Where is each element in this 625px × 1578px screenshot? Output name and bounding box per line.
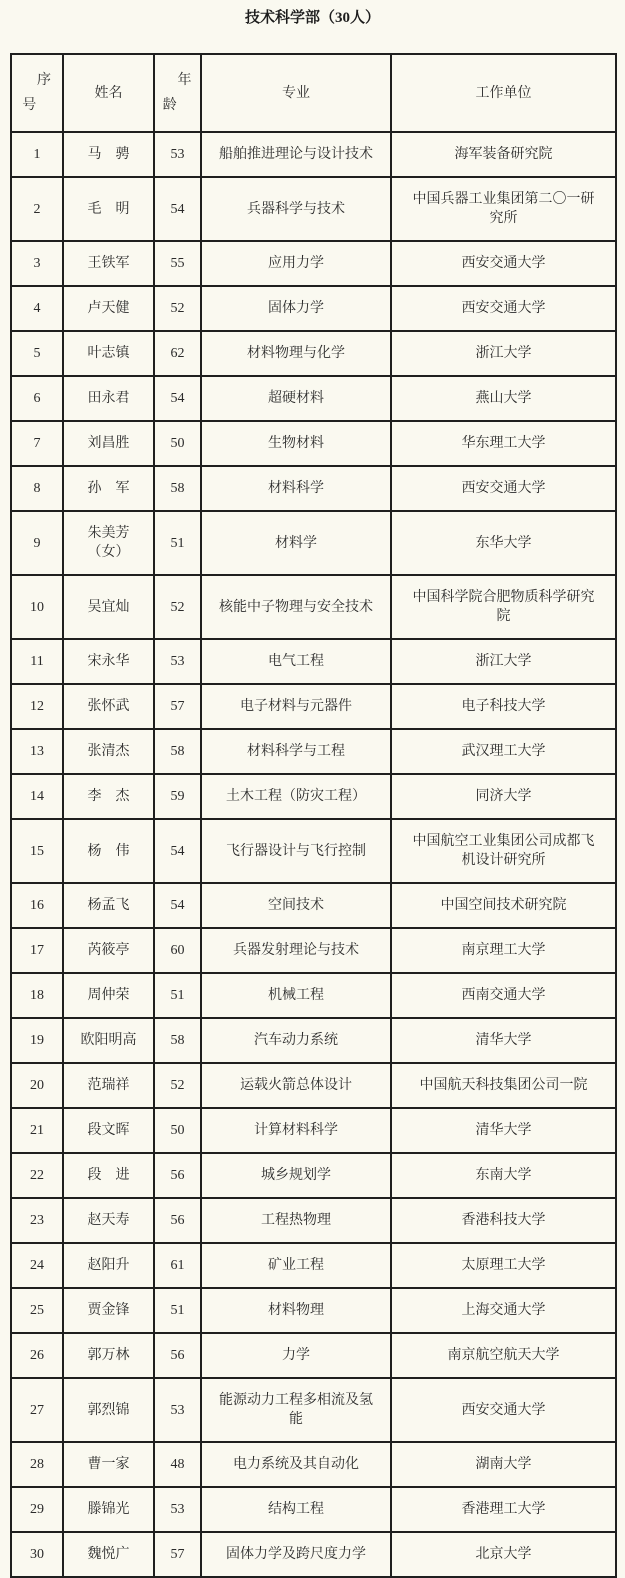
cell-no: 18 xyxy=(11,973,63,1018)
cell-org: 中国科学院合肥物质科学研究院 xyxy=(391,575,616,639)
cell-name: 曹一家 xyxy=(63,1442,154,1487)
cell-no: 1 xyxy=(11,132,63,177)
cell-org: 海军装备研究院 xyxy=(391,132,616,177)
cell-major: 土木工程（防灾工程） xyxy=(201,774,391,819)
table-row xyxy=(11,1018,616,1063)
cell-org: 西安交通大学 xyxy=(391,241,616,286)
cell-no: 5 xyxy=(11,331,63,376)
cell-major: 飞行器设计与飞行控制 xyxy=(201,819,391,883)
cell-org: 南京航空航天大学 xyxy=(391,1333,616,1378)
table-row xyxy=(11,1153,616,1198)
cell-no: 21 xyxy=(11,1108,63,1153)
cell-org: 浙江大学 xyxy=(391,331,616,376)
cell-major: 计算材料科学 xyxy=(201,1108,391,1153)
cell-major: 力学 xyxy=(201,1333,391,1378)
cell-age: 50 xyxy=(154,421,201,466)
table-row xyxy=(11,1288,616,1333)
cell-name: 郭万林 xyxy=(63,1333,154,1378)
cell-no: 4 xyxy=(11,286,63,331)
cell-major: 兵器科学与技术 xyxy=(201,177,391,241)
cell-name: 宋永华 xyxy=(63,639,154,684)
table-row xyxy=(11,177,616,241)
table-row xyxy=(11,1063,616,1108)
cell-major: 电气工程 xyxy=(201,639,391,684)
cell-org: 太原理工大学 xyxy=(391,1243,616,1288)
cell-major: 生物材料 xyxy=(201,421,391,466)
cell-org: 同济大学 xyxy=(391,774,616,819)
cell-age: 54 xyxy=(154,883,201,928)
cell-name: 段 进 xyxy=(63,1153,154,1198)
cell-name: 赵阳升 xyxy=(63,1243,154,1288)
table-row xyxy=(11,684,616,729)
header-row xyxy=(11,54,616,132)
cell-org: 西安交通大学 xyxy=(391,286,616,331)
header-age-label: 年龄 xyxy=(162,73,192,113)
cell-age: 52 xyxy=(154,1063,201,1108)
table-row xyxy=(11,466,616,511)
cell-major: 材料学 xyxy=(201,511,391,575)
cell-age: 54 xyxy=(154,177,201,241)
table-row xyxy=(11,575,616,639)
cell-major: 材料物理与化学 xyxy=(201,331,391,376)
header-name: 姓名 xyxy=(63,54,154,132)
cell-org: 湖南大学 xyxy=(391,1442,616,1487)
cell-major: 固体力学 xyxy=(201,286,391,331)
table-row xyxy=(11,1442,616,1487)
cell-name: 滕锦光 xyxy=(63,1487,154,1532)
cell-name: 赵天寿 xyxy=(63,1198,154,1243)
cell-name: 杨孟飞 xyxy=(63,883,154,928)
cell-no: 12 xyxy=(11,684,63,729)
members-table-body xyxy=(11,132,616,1577)
cell-major: 运载火箭总体设计 xyxy=(201,1063,391,1108)
cell-name: 田永君 xyxy=(63,376,154,421)
cell-age: 52 xyxy=(154,286,201,331)
cell-org: 香港科技大学 xyxy=(391,1198,616,1243)
cell-major: 汽车动力系统 xyxy=(201,1018,391,1063)
cell-org: 香港理工大学 xyxy=(391,1487,616,1532)
cell-no: 27 xyxy=(11,1378,63,1442)
cell-major: 兵器发射理论与技术 xyxy=(201,928,391,973)
cell-name: 叶志镇 xyxy=(63,331,154,376)
table-row xyxy=(11,331,616,376)
cell-no: 11 xyxy=(11,639,63,684)
cell-age: 56 xyxy=(154,1333,201,1378)
cell-org: 东华大学 xyxy=(391,511,616,575)
cell-org: 中国空间技术研究院 xyxy=(391,883,616,928)
header-major: 专业 xyxy=(201,54,391,132)
table-row xyxy=(11,729,616,774)
cell-org: 清华大学 xyxy=(391,1018,616,1063)
cell-major: 机械工程 xyxy=(201,973,391,1018)
cell-org: 西南交通大学 xyxy=(391,973,616,1018)
table-row xyxy=(11,928,616,973)
cell-no: 26 xyxy=(11,1333,63,1378)
cell-major: 电力系统及其自动化 xyxy=(201,1442,391,1487)
cell-org: 北京大学 xyxy=(391,1532,616,1577)
cell-name: 范瑞祥 xyxy=(63,1063,154,1108)
cell-org: 上海交通大学 xyxy=(391,1288,616,1333)
cell-no: 14 xyxy=(11,774,63,819)
cell-org: 浙江大学 xyxy=(391,639,616,684)
cell-name: 杨 伟 xyxy=(63,819,154,883)
cell-age: 51 xyxy=(154,1288,201,1333)
cell-org: 西安交通大学 xyxy=(391,466,616,511)
table-row xyxy=(11,774,616,819)
cell-major: 城乡规划学 xyxy=(201,1153,391,1198)
members-table xyxy=(10,53,617,1578)
cell-age: 58 xyxy=(154,466,201,511)
table-row xyxy=(11,1532,616,1577)
table-row xyxy=(11,883,616,928)
cell-age: 52 xyxy=(154,575,201,639)
table-header xyxy=(11,54,616,132)
cell-age: 53 xyxy=(154,1487,201,1532)
cell-no: 24 xyxy=(11,1243,63,1288)
cell-major: 矿业工程 xyxy=(201,1243,391,1288)
table-row xyxy=(11,241,616,286)
table-row xyxy=(11,132,616,177)
cell-org: 清华大学 xyxy=(391,1108,616,1153)
cell-major: 电子材料与元器件 xyxy=(201,684,391,729)
cell-no: 15 xyxy=(11,819,63,883)
cell-age: 57 xyxy=(154,684,201,729)
header-no xyxy=(11,54,63,132)
cell-org: 电子科技大学 xyxy=(391,684,616,729)
cell-no: 2 xyxy=(11,177,63,241)
cell-name: 李 杰 xyxy=(63,774,154,819)
cell-no: 9 xyxy=(11,511,63,575)
cell-age: 53 xyxy=(154,639,201,684)
cell-age: 53 xyxy=(154,1378,201,1442)
cell-no: 7 xyxy=(11,421,63,466)
cell-age: 56 xyxy=(154,1153,201,1198)
cell-age: 58 xyxy=(154,1018,201,1063)
cell-no: 10 xyxy=(11,575,63,639)
cell-age: 58 xyxy=(154,729,201,774)
cell-org: 中国航空工业集团公司成都飞机设计研究所 xyxy=(391,819,616,883)
header-no-label: 序号 xyxy=(22,73,51,113)
cell-org: 东南大学 xyxy=(391,1153,616,1198)
cell-no: 13 xyxy=(11,729,63,774)
table-row xyxy=(11,1198,616,1243)
cell-name: 吴宜灿 xyxy=(63,575,154,639)
table-row xyxy=(11,286,616,331)
cell-major: 工程热物理 xyxy=(201,1198,391,1243)
cell-name: 欧阳明高 xyxy=(63,1018,154,1063)
cell-major: 超硬材料 xyxy=(201,376,391,421)
table-row xyxy=(11,1108,616,1153)
cell-no: 16 xyxy=(11,883,63,928)
cell-name: 朱美芳（女） xyxy=(63,511,154,575)
cell-major: 船舶推进理论与设计技术 xyxy=(201,132,391,177)
cell-org: 燕山大学 xyxy=(391,376,616,421)
cell-name: 魏悦广 xyxy=(63,1532,154,1577)
cell-name: 周仲荣 xyxy=(63,973,154,1018)
table-row xyxy=(11,1487,616,1532)
cell-age: 60 xyxy=(154,928,201,973)
cell-org: 华东理工大学 xyxy=(391,421,616,466)
cell-no: 6 xyxy=(11,376,63,421)
cell-major: 材料科学与工程 xyxy=(201,729,391,774)
cell-major: 材料科学 xyxy=(201,466,391,511)
cell-major: 核能中子物理与安全技术 xyxy=(201,575,391,639)
table-row xyxy=(11,1243,616,1288)
cell-age: 51 xyxy=(154,973,201,1018)
header-age xyxy=(154,54,201,132)
cell-name: 王铁军 xyxy=(63,241,154,286)
table-row xyxy=(11,376,616,421)
cell-age: 54 xyxy=(154,819,201,883)
cell-name: 芮筱亭 xyxy=(63,928,154,973)
cell-name: 卢天健 xyxy=(63,286,154,331)
table-row xyxy=(11,511,616,575)
table-row xyxy=(11,819,616,883)
cell-major: 空间技术 xyxy=(201,883,391,928)
table-row xyxy=(11,421,616,466)
cell-name: 段文晖 xyxy=(63,1108,154,1153)
cell-age: 59 xyxy=(154,774,201,819)
cell-name: 刘昌胜 xyxy=(63,421,154,466)
cell-org: 南京理工大学 xyxy=(391,928,616,973)
cell-age: 50 xyxy=(154,1108,201,1153)
cell-org: 武汉理工大学 xyxy=(391,729,616,774)
cell-name: 张清杰 xyxy=(63,729,154,774)
cell-no: 28 xyxy=(11,1442,63,1487)
cell-name: 马 骋 xyxy=(63,132,154,177)
cell-no: 25 xyxy=(11,1288,63,1333)
table-row xyxy=(11,1378,616,1442)
table-row xyxy=(11,1333,616,1378)
cell-major: 结构工程 xyxy=(201,1487,391,1532)
cell-age: 48 xyxy=(154,1442,201,1487)
cell-no: 20 xyxy=(11,1063,63,1108)
cell-no: 23 xyxy=(11,1198,63,1243)
cell-no: 19 xyxy=(11,1018,63,1063)
cell-age: 61 xyxy=(154,1243,201,1288)
cell-no: 8 xyxy=(11,466,63,511)
cell-age: 57 xyxy=(154,1532,201,1577)
cell-no: 30 xyxy=(11,1532,63,1577)
cell-age: 55 xyxy=(154,241,201,286)
cell-org: 中国航天科技集团公司一院 xyxy=(391,1063,616,1108)
cell-age: 54 xyxy=(154,376,201,421)
cell-name: 张怀武 xyxy=(63,684,154,729)
cell-name: 孙 军 xyxy=(63,466,154,511)
cell-major: 应用力学 xyxy=(201,241,391,286)
cell-major: 能源动力工程多相流及氢能 xyxy=(201,1378,391,1442)
cell-no: 22 xyxy=(11,1153,63,1198)
page-title: 技术科学部（30人） xyxy=(244,10,380,26)
cell-no: 3 xyxy=(11,241,63,286)
cell-no: 17 xyxy=(11,928,63,973)
table-row xyxy=(11,639,616,684)
header-org: 工作单位 xyxy=(391,54,616,132)
cell-age: 56 xyxy=(154,1198,201,1243)
cell-age: 53 xyxy=(154,132,201,177)
cell-no: 29 xyxy=(11,1487,63,1532)
table-row xyxy=(11,973,616,1018)
cell-name: 郭烈锦 xyxy=(63,1378,154,1442)
cell-age: 51 xyxy=(154,511,201,575)
cell-org: 中国兵器工业集团第二〇一研究所 xyxy=(391,177,616,241)
cell-major: 固体力学及跨尺度力学 xyxy=(201,1532,391,1577)
cell-name: 贾金锋 xyxy=(63,1288,154,1333)
cell-org: 西安交通大学 xyxy=(391,1378,616,1442)
cell-major: 材料物理 xyxy=(201,1288,391,1333)
cell-age: 62 xyxy=(154,331,201,376)
cell-name: 毛 明 xyxy=(63,177,154,241)
